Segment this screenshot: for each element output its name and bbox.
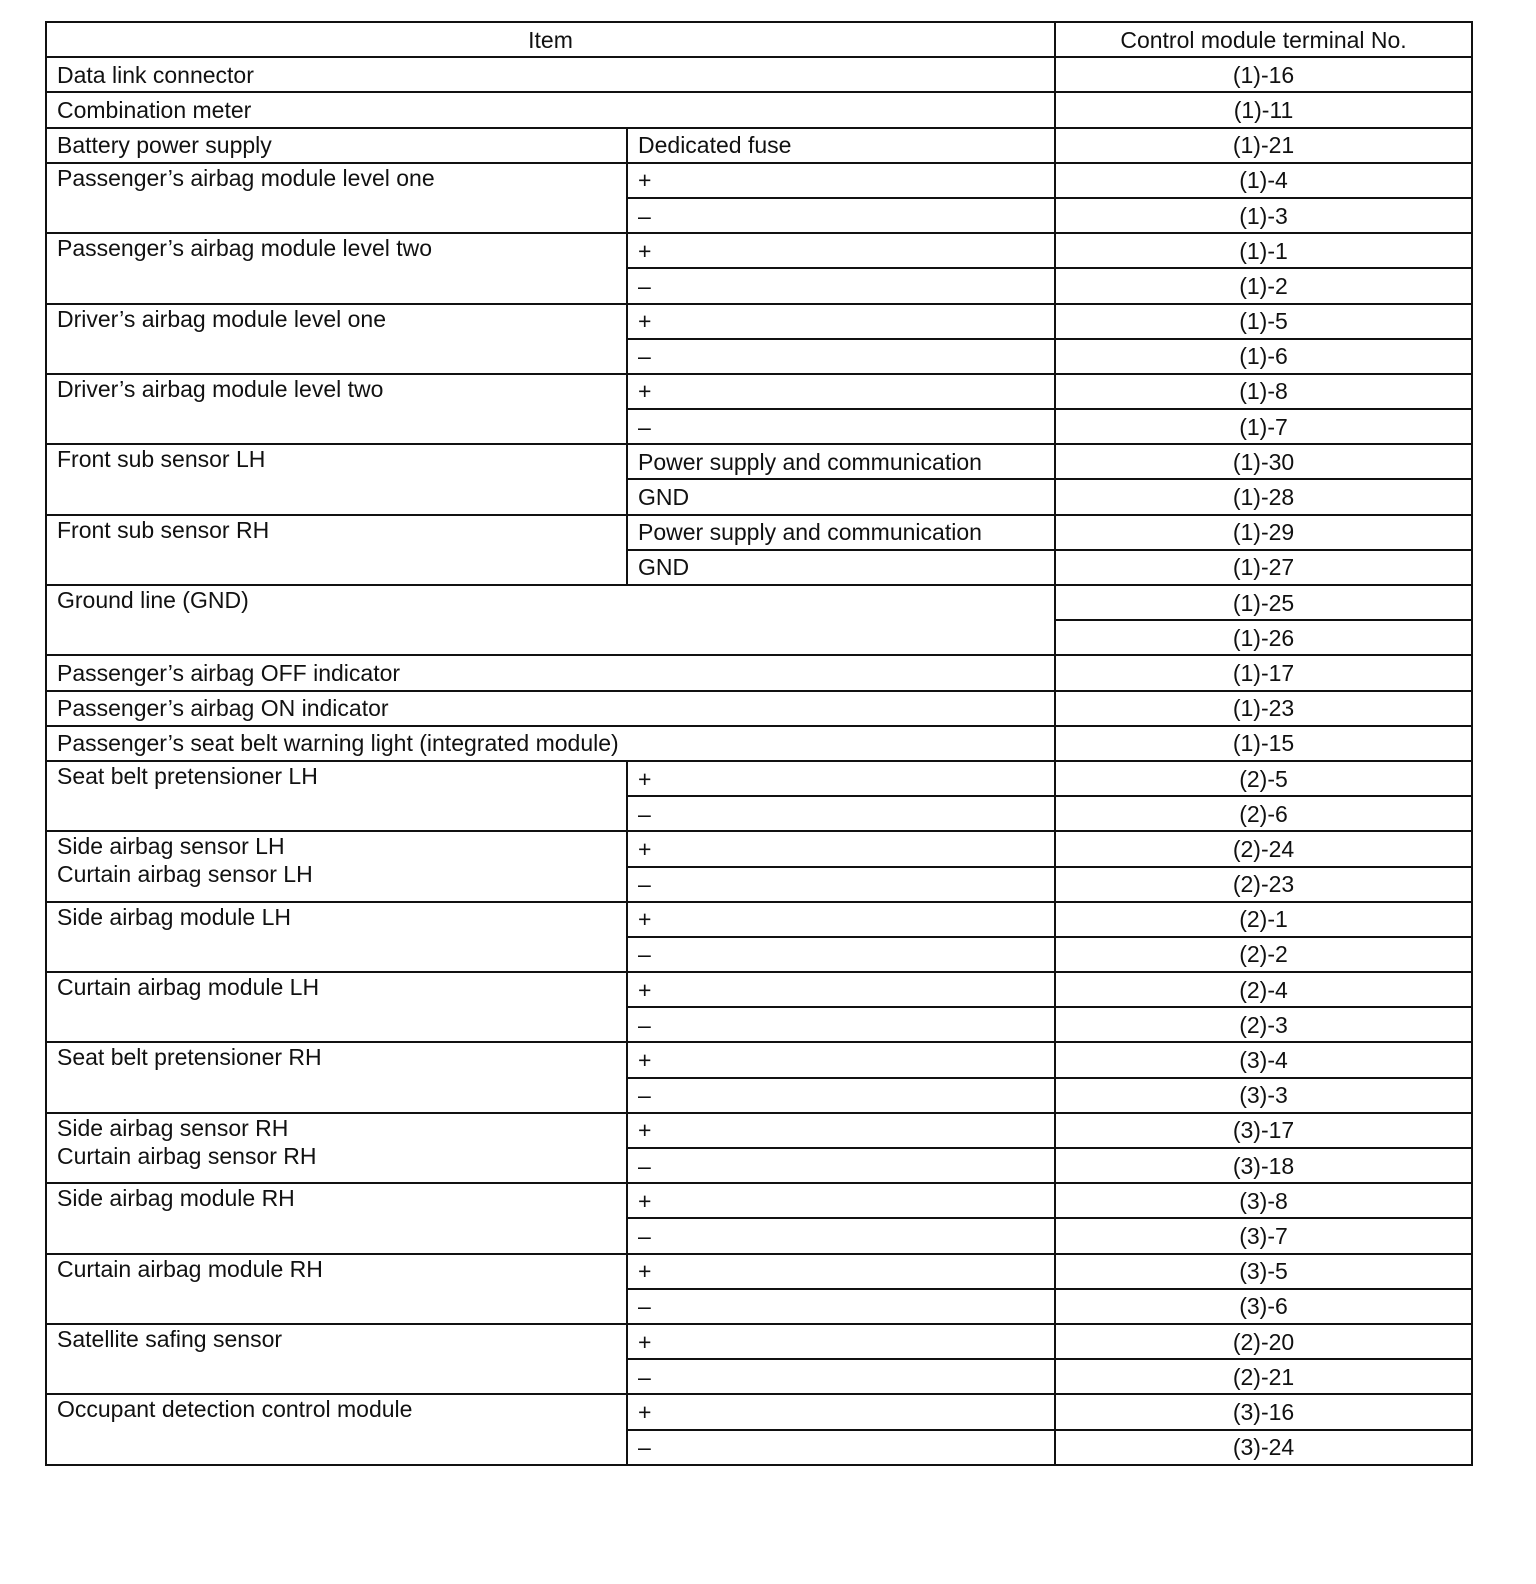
table-row bbox=[46, 831, 1472, 866]
table-row bbox=[46, 761, 1472, 796]
sub-item-cell: – bbox=[627, 1359, 1055, 1394]
sub-item-cell: + bbox=[627, 304, 1055, 339]
table-row bbox=[46, 585, 1472, 620]
sub-item-cell: – bbox=[627, 1007, 1055, 1042]
sub-item-cell: + bbox=[627, 1183, 1055, 1218]
terminal-cell: (3)-8 bbox=[1055, 1183, 1472, 1218]
item-cell bbox=[46, 1324, 627, 1394]
sub-item-cell: GND bbox=[627, 479, 1055, 514]
sub-item-cell: – bbox=[627, 268, 1055, 303]
sub-item-cell: + bbox=[627, 374, 1055, 409]
sub-item-cell: – bbox=[627, 867, 1055, 902]
table-row bbox=[46, 1394, 1472, 1429]
header-row bbox=[46, 22, 1472, 57]
item-label: Satellite safing sensor bbox=[57, 1325, 283, 1352]
terminal-cell: (2)-6 bbox=[1055, 796, 1472, 831]
table-row bbox=[46, 1183, 1472, 1218]
sub-item-cell: Dedicated fuse bbox=[627, 128, 1055, 163]
table-row bbox=[46, 233, 1472, 268]
item-label: Occupant detection control module bbox=[57, 1396, 413, 1423]
header-terminal: Control module terminal No. bbox=[1055, 22, 1472, 57]
item-label: Front sub sensor RH bbox=[57, 516, 270, 543]
item-cell bbox=[46, 726, 1055, 761]
item-label: Ground line (GND) bbox=[57, 587, 249, 613]
item-cell bbox=[46, 655, 1055, 690]
table-row bbox=[46, 726, 1472, 761]
item-cell bbox=[46, 128, 627, 163]
terminal-cell: (3)-3 bbox=[1055, 1078, 1472, 1113]
terminal-cell: (1)-26 bbox=[1055, 620, 1472, 655]
terminal-cell: (2)-4 bbox=[1055, 972, 1472, 1007]
item-cell bbox=[46, 57, 1055, 92]
table-row bbox=[46, 972, 1472, 1007]
item-label: Curtain airbag module LH bbox=[57, 974, 320, 1001]
terminal-cell: (1)-23 bbox=[1055, 691, 1472, 726]
terminal-cell: (2)-3 bbox=[1055, 1007, 1472, 1042]
item-cell bbox=[46, 1394, 627, 1464]
terminal-cell: (1)-11 bbox=[1055, 92, 1472, 127]
terminal-cell: (1)-21 bbox=[1055, 128, 1472, 163]
sub-item-cell: + bbox=[627, 761, 1055, 796]
sub-item-cell: + bbox=[627, 1113, 1055, 1148]
terminal-cell: (2)-23 bbox=[1055, 867, 1472, 902]
item-cell bbox=[46, 304, 627, 374]
item-cell bbox=[46, 233, 627, 303]
table-row bbox=[46, 655, 1472, 690]
terminal-cell: (2)-1 bbox=[1055, 902, 1472, 937]
table-row bbox=[46, 1254, 1472, 1289]
header-item: Item bbox=[46, 22, 1055, 57]
sub-item-cell: + bbox=[627, 1394, 1055, 1429]
sub-item-cell: – bbox=[627, 1078, 1055, 1113]
item-label: Curtain airbag sensor LH bbox=[57, 861, 313, 888]
sub-item-cell: + bbox=[627, 163, 1055, 198]
item-label: Passenger’s airbag module level one bbox=[57, 164, 435, 191]
terminal-cell: (1)-29 bbox=[1055, 515, 1472, 550]
item-cell bbox=[46, 691, 1055, 726]
terminal-cell: (1)-27 bbox=[1055, 550, 1472, 585]
sub-item-cell: – bbox=[627, 198, 1055, 233]
sub-item-cell: GND bbox=[627, 550, 1055, 585]
item-label: Curtain airbag sensor RH bbox=[57, 1142, 317, 1169]
item-label: Passenger’s seat belt warning light (integrated module) bbox=[57, 730, 619, 757]
item-label: Passenger’s airbag OFF indicator bbox=[57, 659, 401, 686]
table-row bbox=[46, 691, 1472, 726]
item-label: Side airbag sensor LH bbox=[57, 833, 285, 860]
item-label: Side airbag module LH bbox=[57, 903, 291, 930]
terminal-cell: (1)-7 bbox=[1055, 409, 1472, 444]
sub-item-cell: + bbox=[627, 972, 1055, 1007]
item-cell bbox=[46, 761, 627, 831]
item-cell bbox=[46, 163, 627, 233]
terminal-cell: (2)-21 bbox=[1055, 1359, 1472, 1394]
sub-item-cell: + bbox=[627, 902, 1055, 937]
sub-item-cell: – bbox=[627, 1148, 1055, 1183]
item-label: Side airbag module RH bbox=[57, 1185, 295, 1212]
item-cell bbox=[46, 1113, 627, 1183]
table-row bbox=[46, 902, 1472, 937]
sub-item-cell: – bbox=[627, 1218, 1055, 1253]
terminal-cell: (1)-3 bbox=[1055, 198, 1472, 233]
terminal-cell: (3)-16 bbox=[1055, 1394, 1472, 1429]
table-row bbox=[46, 163, 1472, 198]
sub-item-cell: – bbox=[627, 937, 1055, 972]
item-label: Combination meter bbox=[57, 96, 252, 123]
terminal-cell: (1)-25 bbox=[1055, 585, 1472, 620]
sub-item-cell: – bbox=[627, 796, 1055, 831]
sub-item-cell: + bbox=[627, 233, 1055, 268]
terminal-cell: (2)-20 bbox=[1055, 1324, 1472, 1359]
item-label: Passenger’s airbag ON indicator bbox=[57, 695, 389, 722]
table-row bbox=[46, 1324, 1472, 1359]
terminal-cell: (3)-17 bbox=[1055, 1113, 1472, 1148]
item-label: Battery power supply bbox=[57, 132, 272, 159]
sub-item-cell: Power supply and communication bbox=[627, 444, 1055, 479]
terminal-cell: (1)-4 bbox=[1055, 163, 1472, 198]
terminal-cell: (3)-4 bbox=[1055, 1042, 1472, 1077]
item-cell bbox=[46, 1254, 627, 1324]
table-body bbox=[46, 57, 1472, 1465]
table-row bbox=[46, 444, 1472, 479]
terminal-cell: (1)-1 bbox=[1055, 233, 1472, 268]
terminal-cell: (1)-28 bbox=[1055, 479, 1472, 514]
item-label: Data link connector bbox=[57, 61, 254, 88]
terminal-cell: (3)-5 bbox=[1055, 1254, 1472, 1289]
item-cell bbox=[46, 92, 1055, 127]
terminal-cell: (1)-8 bbox=[1055, 374, 1472, 409]
item-cell bbox=[46, 585, 1055, 655]
table-row bbox=[46, 92, 1472, 127]
item-label: Curtain airbag module RH bbox=[57, 1255, 323, 1282]
item-label: Passenger’s airbag module level two bbox=[57, 235, 433, 262]
item-cell bbox=[46, 831, 627, 901]
terminal-cell: (1)-15 bbox=[1055, 726, 1472, 761]
terminal-cell: (2)-2 bbox=[1055, 937, 1472, 972]
terminal-cell: (3)-6 bbox=[1055, 1289, 1472, 1324]
terminal-cell: (3)-24 bbox=[1055, 1430, 1472, 1465]
table-row bbox=[46, 1113, 1472, 1148]
terminal-cell: (2)-5 bbox=[1055, 761, 1472, 796]
sub-item-cell: + bbox=[627, 1324, 1055, 1359]
item-cell bbox=[46, 374, 627, 444]
item-label: Side airbag sensor RH bbox=[57, 1114, 289, 1141]
terminal-cell: (3)-18 bbox=[1055, 1148, 1472, 1183]
sub-item-cell: + bbox=[627, 1254, 1055, 1289]
item-cell bbox=[46, 902, 627, 972]
table-row bbox=[46, 1042, 1472, 1077]
item-label: Seat belt pretensioner RH bbox=[57, 1044, 322, 1071]
item-cell bbox=[46, 1183, 627, 1253]
item-label: Driver’s airbag module level two bbox=[57, 375, 384, 402]
table-row bbox=[46, 304, 1472, 339]
item-label: Driver’s airbag module level one bbox=[57, 305, 386, 332]
item-label: Front sub sensor LH bbox=[57, 446, 266, 473]
item-cell bbox=[46, 515, 627, 585]
sub-item-cell: – bbox=[627, 339, 1055, 374]
sub-item-cell: + bbox=[627, 1042, 1055, 1077]
terminal-cell: (3)-7 bbox=[1055, 1218, 1472, 1253]
table-row bbox=[46, 57, 1472, 92]
terminal-cell: (1)-30 bbox=[1055, 444, 1472, 479]
sub-item-cell: – bbox=[627, 409, 1055, 444]
item-cell bbox=[46, 444, 627, 514]
sub-item-cell: – bbox=[627, 1430, 1055, 1465]
sub-item-cell: + bbox=[627, 831, 1055, 866]
item-label: Seat belt pretensioner LH bbox=[57, 762, 318, 789]
terminal-cell: (1)-17 bbox=[1055, 655, 1472, 690]
terminal-cell: (1)-16 bbox=[1055, 57, 1472, 92]
terminal-cell: (1)-6 bbox=[1055, 339, 1472, 374]
terminal-cell: (2)-24 bbox=[1055, 831, 1472, 866]
table-row bbox=[46, 374, 1472, 409]
item-cell bbox=[46, 972, 627, 1042]
sub-item-cell: Power supply and communication bbox=[627, 515, 1055, 550]
terminal-cell: (1)-2 bbox=[1055, 268, 1472, 303]
sub-item-cell: – bbox=[627, 1289, 1055, 1324]
table-row bbox=[46, 515, 1472, 550]
item-cell bbox=[46, 1042, 627, 1112]
table-row bbox=[46, 128, 1472, 163]
terminal-cell: (1)-5 bbox=[1055, 304, 1472, 339]
terminal-table bbox=[45, 21, 1473, 1466]
